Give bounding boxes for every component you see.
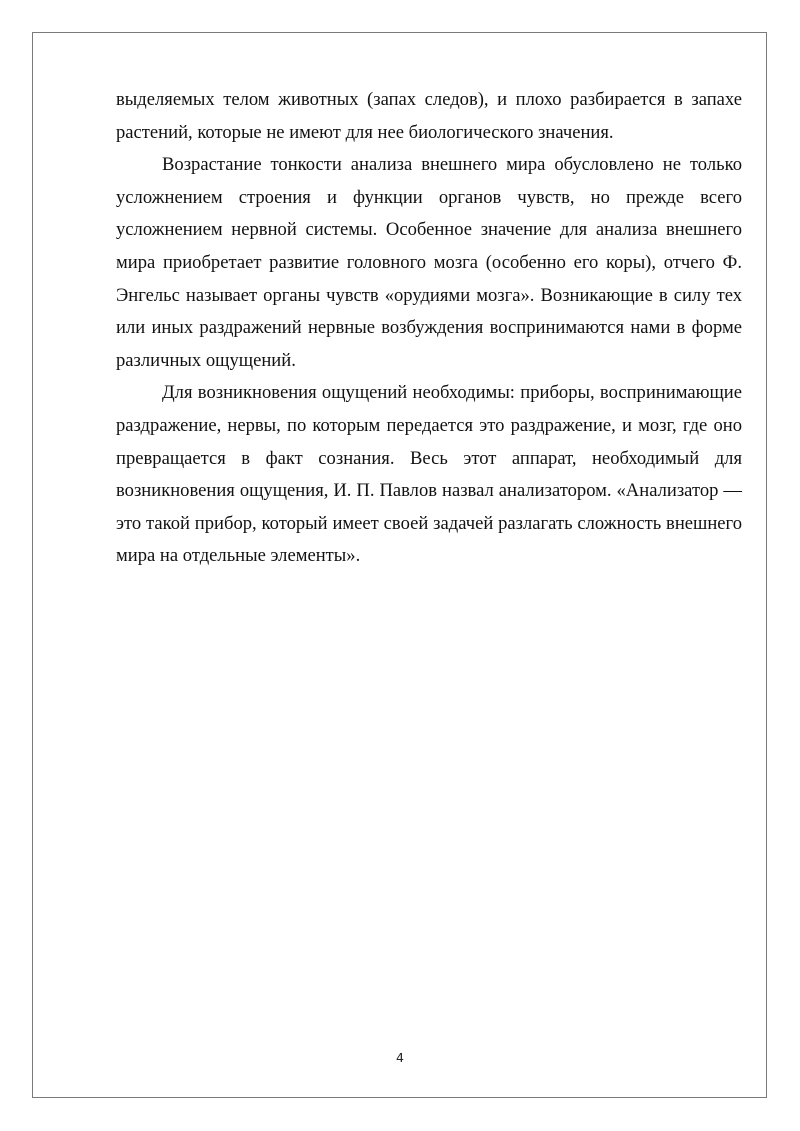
document-body [116,84,742,573]
page-number: 4 [396,1050,404,1065]
paragraph-3: Для возникновения ощущений необходимы: приборы, воспринимающие раздражение, нервы, по которым передается это раздражение, и мозг, где оно превращается в факт сознания. Весь этот аппарат, необходимый для возникновения ощущения, И. П. Павлов назвал анализатором. «Анализатор — это такой прибор, который имеет своей задачей разлагать сложность внешнего мира на отдельные элементы». [116,382,742,567]
paragraph-2: Возрастание тонкости анализа внешнего мира обусловлено не только усложнением строения и функции органов чувств, но прежде всего усложнением нервной системы. Особенное значение для анализа внешнего мира приобретает развитие головного мозга (особенно его коры), отчего Ф. Энгельс называет органы чувств «орудиями мозга». Возникающие в силу тех или иных раздражений нервные возбуждения воспринимаются нами в форме различных ощущений. [116,154,742,371]
paragraph-1-continuation: выделяемых телом животных (запах следов), и плохо разбирается в запахе растений, которые не имеют для нее биологического значения. [116,89,742,143]
